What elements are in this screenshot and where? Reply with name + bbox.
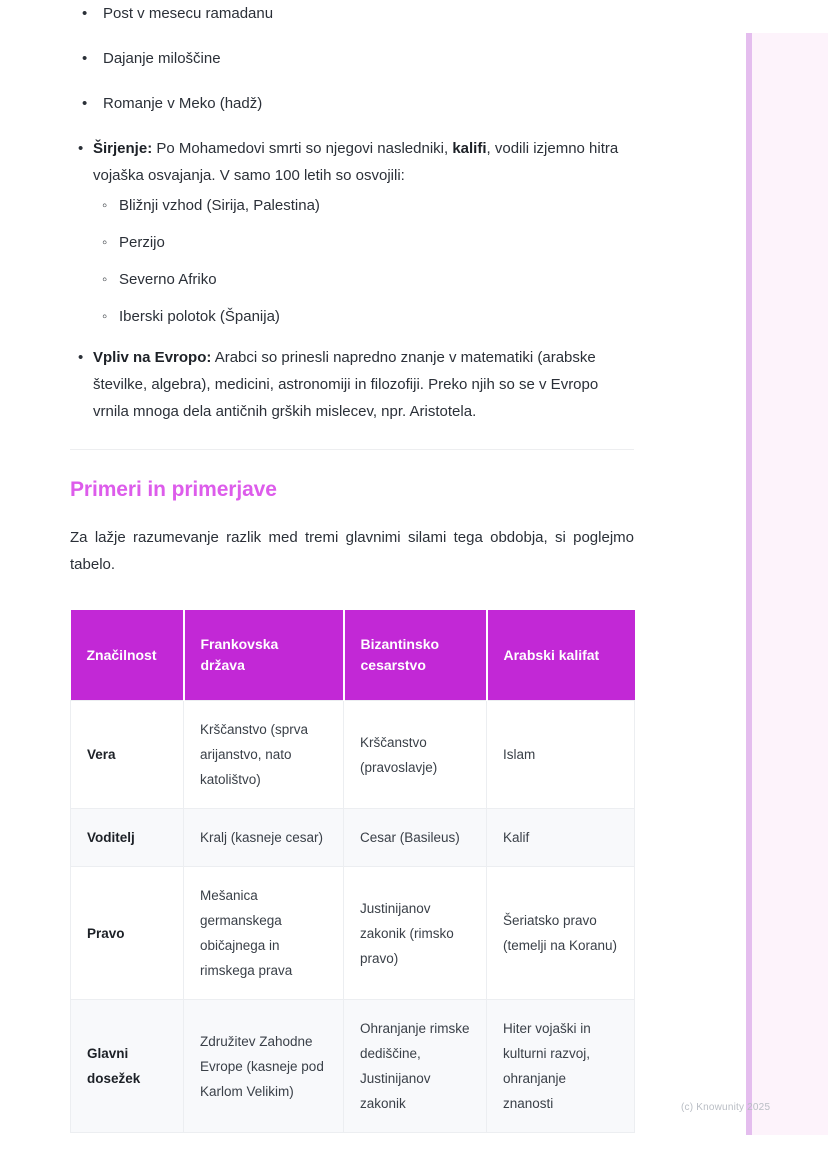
row-header-pravo: Pravo [71,867,184,1000]
column-header-bizantinsko-cesarstvo: Bizantinsko cesarstvo [344,610,487,701]
list-item-label: Severno Afriko [119,271,217,288]
table-row [71,809,635,867]
section-divider [70,449,634,450]
list-item [93,192,634,219]
cell-vera-kalifat: Islam [487,701,635,809]
decorative-side-panel [746,33,828,1135]
bullet-inline-bold: kalifi [452,140,487,157]
cell-voditelj-bizantinsko: Cesar (Basileus) [344,809,487,867]
list-item [70,0,704,27]
row-header-voditelj: Voditelj [71,809,184,867]
bullet-text: Arabci so prinesli napredno znanje v matematiki (arabske številke, algebra), medicini, astronomiji in filozofiji. Preko njih so se v Evropo vrnila mnoga dela antičnih grških mislecev, npr. Aristotela. [93,349,599,420]
section-intro-paragraph: Za lažje razumevanje razlik med tremi glavnimi silami tega obdobja, si poglejmo tabelo. [70,529,634,573]
list-item-label: Bližnji vzhod (Sirija, Palestina) [119,197,320,214]
cell-dosezek-kalifat: Hiter vojaški in kulturni razvoj, ohranjanje znanosti [487,1000,635,1133]
table-row [71,701,635,809]
column-header-znacilnost: Značilnost [71,610,184,701]
conquests-sublist [93,192,634,330]
cell-pravo-frankovska: Mešanica germanskega običajnega in rimskega prava [184,867,344,1000]
bullet-text-part2: , vodili izjemno hitra vojaška osvajanja. V samo 100 letih so osvojili: [93,140,619,184]
comparison-table [70,610,635,1133]
copyright-watermark: (c) Knowunity 2025 [681,1102,771,1113]
cell-voditelj-frankovska: Kralj (kasneje cesar) [184,809,344,867]
list-item [70,90,704,117]
main-bullet-list [70,135,634,425]
list-item [93,229,634,256]
list-item-label: Romanje v Meko (hadž) [103,95,263,112]
cell-dosezek-bizantinsko: Ohranjanje rimske dediščine, Justinijanov zakonik [344,1000,487,1133]
table-header-row [71,610,635,701]
cell-vera-bizantinsko: Krščanstvo (pravoslavje) [344,701,487,809]
table-header [71,610,635,701]
bullet-sirjenje [70,135,634,330]
comparison-table-wrapper [70,610,634,1111]
bullet-text-part1: Po Mohamedovi smrti so njegovi nasledniki, [152,140,453,157]
cell-pravo-bizantinsko: Justinijanov zakonik (rimsko pravo) [344,867,487,1000]
list-item [93,266,634,293]
list-item-label: Post v mesecu ramadanu [103,5,274,22]
list-item [93,303,634,330]
bullet-lead-label: Vpliv na Evropo: [93,349,212,366]
column-header-frankovska-drzava: Frankovska država [184,610,344,701]
row-header-glavni-dosezek: Glavni dosežek [71,1000,184,1133]
list-item [70,45,704,72]
main-bullet-block [0,135,704,1111]
cell-dosezek-frankovska: Združitev Zahodne Evrope (kasneje pod Karlom Velikim) [184,1000,344,1133]
bullet-lead-label: Širjenje: [93,140,153,157]
row-header-vera: Vera [71,701,184,809]
list-item-label: Iberski polotok (Španija) [119,308,280,325]
table-row [71,1000,635,1133]
pillars-sublist [0,0,704,117]
cell-vera-frankovska: Krščanstvo (sprva arijanstvo, nato katolištvo) [184,701,344,809]
cell-pravo-kalifat: Šeriatsko pravo (temelji na Koranu) [487,867,635,1000]
column-header-arabski-kalifat: Arabski kalifat [487,610,635,701]
list-item-label: Perzijo [119,234,165,251]
table-body [71,701,635,1133]
bullet-vpliv-na-evropo [70,344,634,425]
table-row [71,867,635,1000]
list-item-label: Dajanje miloščine [103,50,221,67]
cell-voditelj-kalifat: Kalif [487,809,635,867]
page-title: Primeri in primerjave [70,478,277,501]
